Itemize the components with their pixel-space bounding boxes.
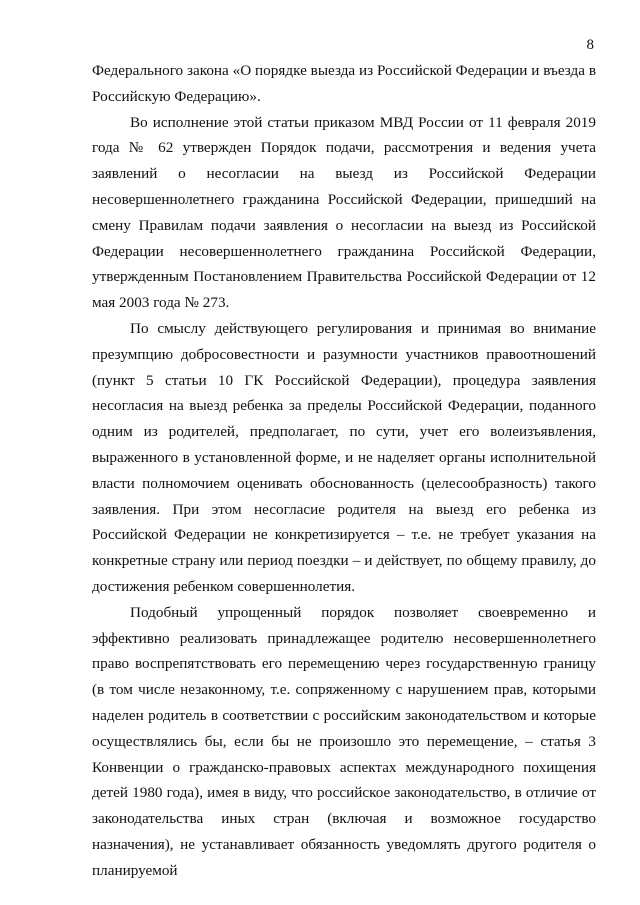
page-number: 8 xyxy=(586,37,594,53)
paragraph-continuation: Федерального закона «О порядке выезда из Российской Федерации и въезда в Российскую Федерацию». xyxy=(92,62,596,105)
body-text xyxy=(92,58,596,884)
paragraph: Во исполнение этой статьи приказом МВД России от 11 февраля 2019 года № 62 утвержден Порядок подачи, рассмотрения и ведения учета заявлений о несогласии на выезд из Российской Федерации несовершеннолетнего гражданина Российской Федерации, пришедший на смену Правилам подачи заявления о несогласии на выезд из Российской Федерации несовершеннолетнего гражданина Российской Федерации, утвержденным Постановлением Правительства Российской Федерации от 12 мая 2003 года № 273. xyxy=(92,113,596,312)
paragraph: По смыслу действующего регулирования и принимая во внимание презумпцию добросовестности и разумности участников правоотношений (пункт 5 статьи 10 ГК Российской Федерации), процедура заявления несогласия на выезд ребенка за пределы Российской Федерации, поданного одним из родителей, предполагает, по сути, учет его волеизъявления, выраженного в установленной форме, и не наделяет органы исполнительной власти полномочием оценивать обоснованность (целесообразность) такого заявления. При этом несогласие родителя на выезд его ребенка из Российской Федерации не конкретизируется – т.е. не требует указания на конкретные страну или период поездки – и действует, по общему правилу, до достижения ребенком совершеннолетия. xyxy=(92,319,596,595)
paragraph: Подобный упрощенный порядок позволяет своевременно и эффективно реализовать принадлежащее родителю несовершеннолетнего право воспрепятствовать его перемещению через государственную границу (в том числе незаконному, т.е. сопряженному с нарушением прав, которыми наделен родитель в соответствии с российским законодательством и которые осуществлялись бы, если бы не произошло это перемещение, – статья 3 Конвенции о гражданско-правовых аспектах международного похищения детей 1980 года), имея в виду, что российское законодательство, в отличие от законодательства иных стран (включая и возможное государство назначения), не устанавливает обязанность уведомлять другого родителя о планируемой xyxy=(92,603,596,879)
